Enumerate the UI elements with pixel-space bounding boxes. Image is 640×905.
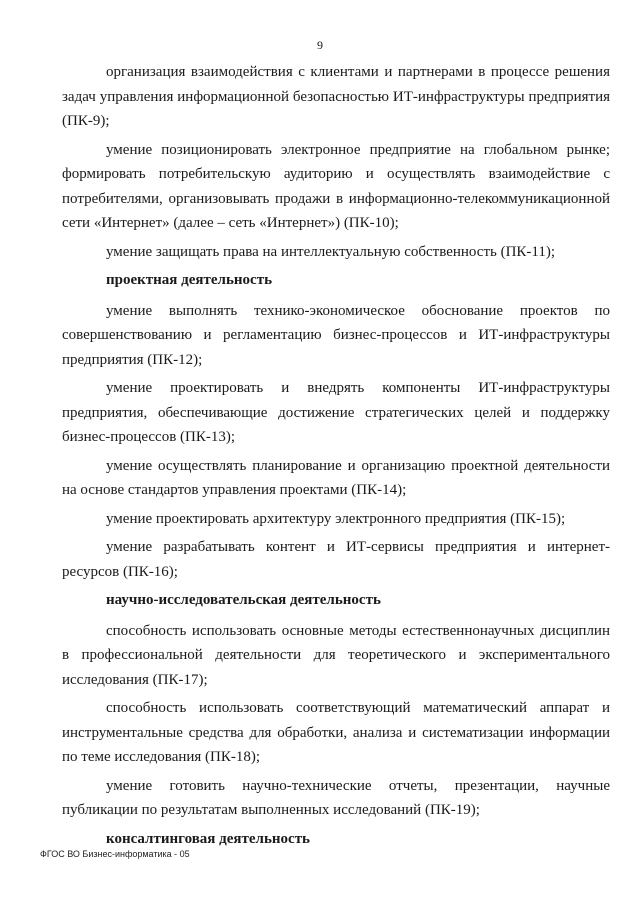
paragraph: способность использовать соответствующий математический аппарат и инструментальные средства для обработки, анализа и систематизации информации по теме исследования (ПК-18); [62, 700, 610, 765]
document-body [62, 60, 610, 857]
section-heading: консалтинговая деятельность [106, 830, 310, 847]
page-number: 9 [317, 38, 323, 52]
paragraph: умение готовить научно-технические отчеты, презентации, научные публикации по результатам выполненных исследований (ПК-19); [62, 777, 610, 818]
paragraph: умение защищать права на интеллектуальную собственность (ПК-11); [106, 243, 556, 260]
paragraph: способность использовать основные методы естественнонаучных дисциплин в профессиональной деятельности для теоретического и экспериментального исследования (ПК-17); [62, 622, 610, 688]
paragraph: организация взаимодействия с клиентами и партнерами в процессе решения задач управления информационной безопасностью ИТ-инфраструктуры предприятия (ПК-9); [62, 64, 610, 129]
section-heading: научно-исследовательская деятельность [106, 592, 381, 608]
page-footer: ФГОС ВО Бизнес-информатика - 05 [40, 849, 190, 859]
paragraph: умение проектировать и внедрять компоненты ИТ-инфраструктуры предприятия, обеспечивающие достижение стратегических целей и поддержку бизнес-процессов (ПК-13); [62, 380, 610, 445]
paragraph: умение проектировать архитектуру электронного предприятия (ПК-15); [106, 510, 566, 527]
paragraph: умение осуществлять планирование и организацию проектной деятельности на основе стандартов управления проектами (ПК-14); [62, 457, 610, 498]
section-heading: проектная деятельность [106, 272, 272, 288]
paragraph: умение разрабатывать контент и ИТ-сервисы предприятия и интернет-ресурсов (ПК-16); [62, 539, 610, 580]
paragraph: умение позиционировать электронное предприятие на глобальном рынке; формировать потребительскую аудиторию и осуществлять взаимодействие с потребителями, организовывать продажи в информационно-телекоммуникационной сети «Интернет» (далее – сеть «Интернет») (ПК-10); [62, 141, 610, 231]
paragraph: умение выполнять технико-экономическое обоснование проектов по совершенствованию и регламентацию бизнес-процессов и ИТ-инфраструктуры предприятия (ПК-12); [62, 302, 610, 368]
